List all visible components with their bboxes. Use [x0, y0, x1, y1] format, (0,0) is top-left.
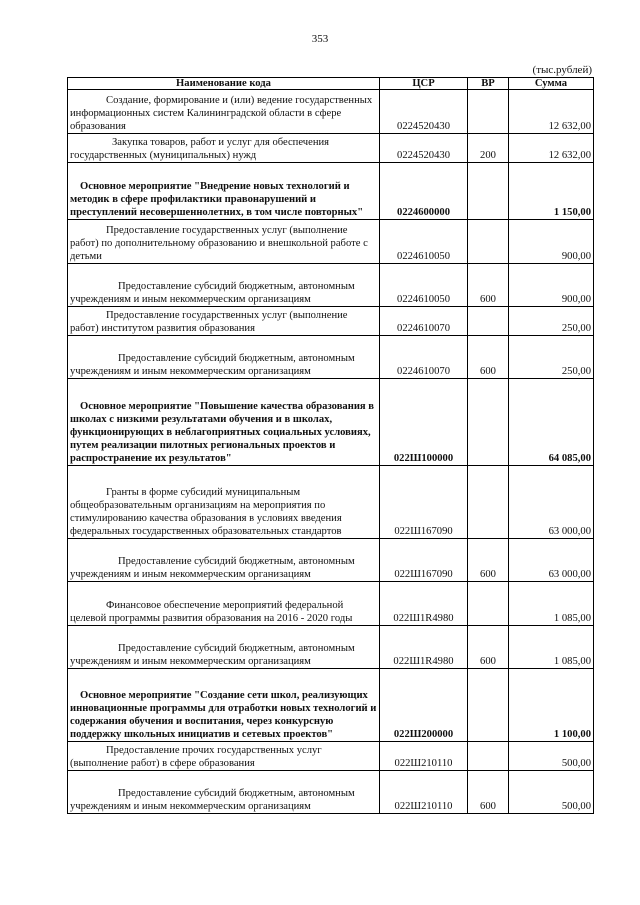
- table-row: [68, 626, 594, 669]
- row-vr: [468, 669, 509, 742]
- row-sum: 500,00: [509, 771, 594, 814]
- row-csr: 0224610050: [380, 264, 468, 307]
- units-label: (тыс.рублей): [532, 64, 592, 76]
- row-sum: 63 000,00: [509, 539, 594, 582]
- row-name: [68, 379, 380, 466]
- table-row: [68, 771, 594, 814]
- row-vr: [468, 90, 509, 134]
- row-csr: 022Ш167090: [380, 539, 468, 582]
- row-name: [68, 220, 380, 264]
- row-csr: 0224610050: [380, 220, 468, 264]
- table-row: [68, 336, 594, 379]
- header-sum: Сумма: [509, 78, 594, 90]
- row-name-text: Создание, формирование и (или) ведение государственных информационных систем Калининградской области в сфере образования: [70, 95, 373, 132]
- row-csr: 022Ш167090: [380, 466, 468, 539]
- row-csr: 0224600000: [380, 163, 468, 220]
- row-name: [68, 264, 380, 307]
- row-name-text: Основное мероприятие "Создание сети школ, реализующих инновационные программы для отработки новых технологий и содержания обучения и воспитания, через конкурсную поддержку школьных инициатив и сетевых проектов": [70, 690, 377, 740]
- table-row: [68, 220, 594, 264]
- row-name-text: Закупка товаров, работ и услуг для обеспечения государственных (муниципальных) нужд: [70, 137, 330, 161]
- table-row: [68, 466, 594, 539]
- row-csr: 022Ш210110: [380, 771, 468, 814]
- row-name-text: Финансовое обеспечение мероприятий федеральной целевой программы развития образования на 2016 - 2020 годы: [70, 600, 353, 624]
- row-vr: 600: [468, 771, 509, 814]
- row-name-text: Гранты в форме субсидий муниципальным общеобразовательным организациям на мероприятия по стимулированию качества образования в условиях введения федеральных государственных образовательных стандартов: [70, 487, 342, 537]
- table-row: [68, 539, 594, 582]
- row-name-text: Предоставление субсидий бюджетным, автономным учреждениям и иным некоммерческим организациям: [70, 643, 355, 667]
- row-vr: [468, 379, 509, 466]
- row-sum: 1 150,00: [509, 163, 594, 220]
- table-row: [68, 264, 594, 307]
- row-csr: 0224520430: [380, 134, 468, 163]
- row-name-text: Основное мероприятие "Повышение качества образования в школах с низкими результатами обучения и в школах, функционирующих в неблагоприятных социальных условиях, путем реализации пилотных региональных проектов и распространение их результатов": [70, 401, 375, 464]
- row-sum: 900,00: [509, 264, 594, 307]
- row-sum: 250,00: [509, 336, 594, 379]
- table-row: [68, 742, 594, 771]
- row-vr: 600: [468, 626, 509, 669]
- header-vr: ВР: [468, 78, 509, 90]
- row-name: [68, 163, 380, 220]
- table-body: [68, 90, 594, 814]
- row-vr: [468, 582, 509, 626]
- table-header-row: [68, 78, 594, 90]
- row-sum: 1 085,00: [509, 582, 594, 626]
- row-csr: 022Ш210110: [380, 742, 468, 771]
- row-vr: 600: [468, 264, 509, 307]
- row-name: [68, 539, 380, 582]
- row-name-text: Предоставление субсидий бюджетным, автономным учреждениям и иным некоммерческим организациям: [70, 556, 355, 580]
- row-vr: [468, 742, 509, 771]
- row-sum: 12 632,00: [509, 90, 594, 134]
- row-name: [68, 307, 380, 336]
- row-sum: 12 632,00: [509, 134, 594, 163]
- table-row: [68, 163, 594, 220]
- row-name: [68, 669, 380, 742]
- row-name: [68, 466, 380, 539]
- row-csr: 022Ш1R4980: [380, 582, 468, 626]
- row-sum: 900,00: [509, 220, 594, 264]
- row-name-text: Предоставление субсидий бюджетным, автономным учреждениям и иным некоммерческим организациям: [70, 281, 355, 305]
- row-name: [68, 134, 380, 163]
- row-sum: 500,00: [509, 742, 594, 771]
- row-vr: [468, 307, 509, 336]
- budget-table: [67, 77, 594, 814]
- row-sum: 1 085,00: [509, 626, 594, 669]
- row-name: [68, 742, 380, 771]
- page-number: 353: [311, 33, 329, 45]
- row-name-text: Предоставление государственных услуг (выполнение работ) институтом развития образования: [70, 310, 348, 334]
- table-row: [68, 669, 594, 742]
- row-name-text: Предоставление прочих государственных услуг (выполнение работ) в сфере образования: [70, 745, 322, 769]
- row-name: [68, 626, 380, 669]
- table-row: [68, 379, 594, 466]
- row-name-text: Предоставление субсидий бюджетным, автономным учреждениям и иным некоммерческим организациям: [70, 353, 355, 377]
- row-sum: 64 085,00: [509, 379, 594, 466]
- row-csr: 022Ш100000: [380, 379, 468, 466]
- row-vr: 200: [468, 134, 509, 163]
- row-csr: 022Ш200000: [380, 669, 468, 742]
- header-name: Наименование кода: [68, 78, 380, 90]
- row-vr: [468, 163, 509, 220]
- row-name-text: Предоставление государственных услуг (выполнение работ) по дополнительному образованию и внешкольной работе с детьми: [70, 225, 368, 262]
- table-row: [68, 582, 594, 626]
- header-csr: ЦСР: [380, 78, 468, 90]
- table-row: [68, 307, 594, 336]
- row-csr: 0224610070: [380, 307, 468, 336]
- row-name: [68, 90, 380, 134]
- row-name: [68, 771, 380, 814]
- row-name-text: Предоставление субсидий бюджетным, автономным учреждениям и иным некоммерческим организациям: [70, 788, 355, 812]
- row-sum: 63 000,00: [509, 466, 594, 539]
- row-name: [68, 582, 380, 626]
- row-name: [68, 336, 380, 379]
- row-sum: 1 100,00: [509, 669, 594, 742]
- row-csr: 0224520430: [380, 90, 468, 134]
- row-vr: 600: [468, 539, 509, 582]
- table-row: [68, 134, 594, 163]
- table-row: [68, 90, 594, 134]
- row-vr: [468, 220, 509, 264]
- row-vr: [468, 466, 509, 539]
- row-sum: 250,00: [509, 307, 594, 336]
- row-vr: 600: [468, 336, 509, 379]
- row-csr: 0224610070: [380, 336, 468, 379]
- row-csr: 022Ш1R4980: [380, 626, 468, 669]
- row-name-text: Основное мероприятие "Внедрение новых технологий и методик в сфере профилактики правонарушений и преступлений несовершеннолетних, в том числе повторных": [70, 181, 364, 218]
